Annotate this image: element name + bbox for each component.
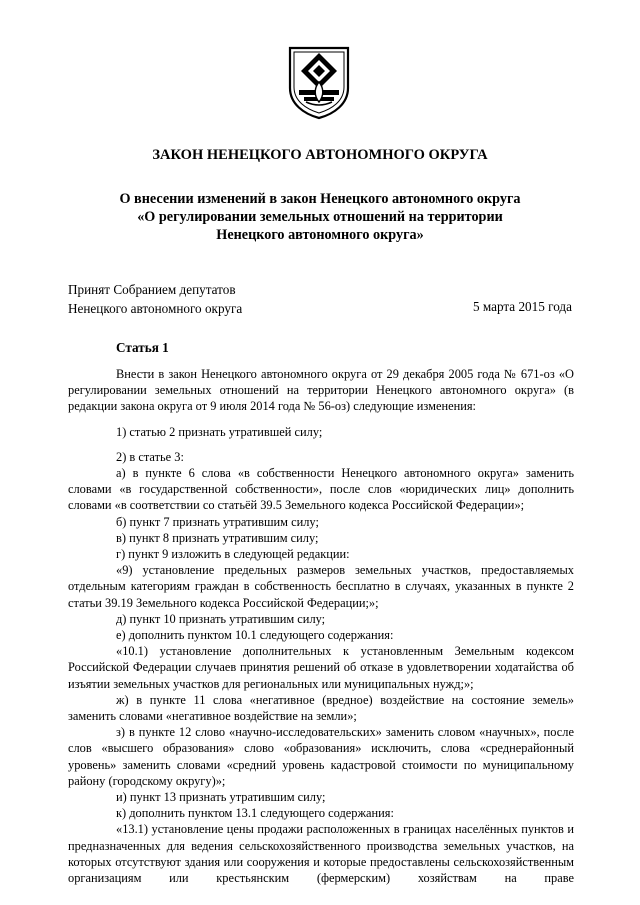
adoption-line: Ненецкого автономного округа [68, 301, 243, 316]
paragraph: «9) установление предельных размеров земельных участков, предоставляемых отдельным категориям граждан в собственность бесплатно в случаях, указанных в пункте 2 статьи 39.19 Земельного кодекса Российской Федерации;»; [68, 563, 574, 610]
adoption-date: 5 марта 2015 года [472, 299, 572, 314]
subtitle-line: Ненецкого автономного округа» [216, 227, 424, 243]
paragraph: 1) статью 2 признать утратившей силу; [116, 424, 323, 439]
adoption-line: Принят Собранием депутатов [68, 282, 236, 297]
article-heading: Статья 1 [116, 340, 169, 355]
paragraph: и) пункт 13 признать утратившим силу; [116, 790, 326, 805]
paragraph: в) пункт 8 признать утратившим силу; [116, 530, 319, 545]
paragraph: з) в пункте 12 слово «научно-исследовательских» заменить словом «научных», после слов «высшего образования» слово «образования» исключить, слова «среднерайонный уровень» заменить словами «средний уровень кадастровой стоимости по муниципальному району (городскому округу)»; [68, 725, 574, 788]
paragraph: 2) в статье 3: [116, 449, 184, 464]
adoption-info [68, 280, 242, 318]
paragraph: «10.1) установление дополнительных к установленным Земельным кодексом Российской Федерации случаев принятия решений об отказе в удовлетворении ходатайства об изъятии земельных участков для региональных или муниципальных нужд;»; [68, 644, 574, 691]
paragraph: г) пункт 9 изложить в следующей редакции: [116, 547, 350, 562]
law-subtitle [60, 190, 580, 244]
subtitle-line: О внесении изменений в закон Ненецкого автономного округа [119, 191, 521, 207]
paragraph: а) в пункте 6 слова «в собственности Ненецкого автономного округа» заменить словами «в государственной собственности», после слов «юридических лиц» дополнить словами «в соответствии со статьёй 39.5 Земельного кодекса Российской Федерации»; [68, 466, 574, 513]
subtitle-line: «О регулировании земельных отношений на территории [137, 209, 503, 225]
law-title: ЗАКОН НЕНЕЦКОГО АВТОНОМНОГО ОКРУГА [152, 147, 488, 163]
paragraph: е) дополнить пунктом 10.1 следующего содержания: [116, 628, 394, 643]
coat-of-arms-icon [286, 44, 352, 120]
paragraph: Внести в закон Ненецкого автономного округа от 29 декабря 2005 года № 671-оз «О регулировании земельных отношений на территории Ненецкого автономного округа» (в редакции закона округа от 9 июля 2014 года № 56-оз) следующие изменения: [68, 367, 574, 414]
article-body [68, 366, 574, 886]
paragraph: д) пункт 10 признать утратившим силу; [116, 611, 326, 626]
paragraph: б) пункт 7 признать утратившим силу; [116, 514, 319, 529]
paragraph: «13.1) установление цены продажи расположенных в границах населённых пунктов и предназначенных для ведения сельскохозяйственного производства земельных участков, на которых отсутствуют здания или сооружения и которые предоставлены сельскохозяйственным организациям или крестьянским (фермерским) хозяйствам на праве [68, 822, 574, 886]
paragraph: ж) в пункте 11 слова «негативное (вредное) воздействие на состояние земель» заменить словами «негативное воздействие на земли»; [68, 692, 574, 724]
paragraph: к) дополнить пунктом 13.1 следующего содержания: [116, 806, 394, 821]
